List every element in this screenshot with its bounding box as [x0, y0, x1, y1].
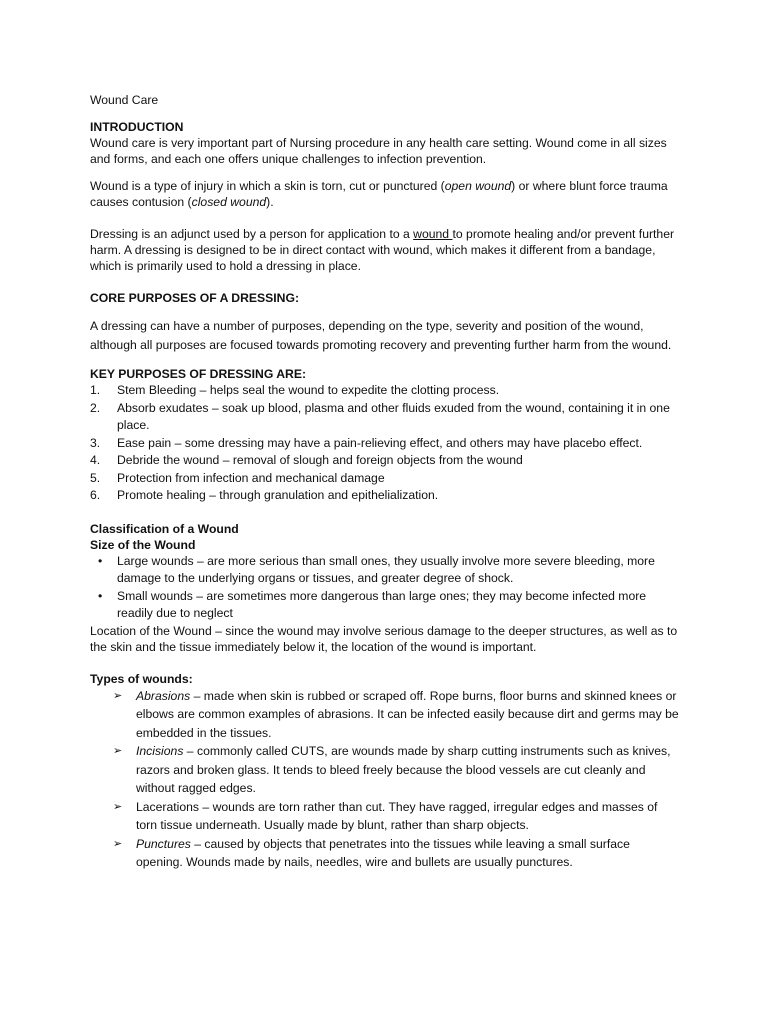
- core-paragraph: A dressing can have a number of purposes, depending on the type, severity and position of the wound, although all purposes are focused towards promoting recovery and preventing further harm from the wound.: [90, 319, 672, 352]
- list-item: [90, 487, 680, 505]
- item-number: 2.: [90, 400, 101, 415]
- list-item: [90, 452, 680, 470]
- list-item: [113, 798, 680, 835]
- list-item: [113, 687, 680, 743]
- item-text: Debride the wound – removal of slough and foreign objects from the wound: [117, 453, 523, 467]
- item-text: Small wounds – are sometimes more dangerous than large ones; they may become infected more readily due to neglect: [117, 588, 647, 620]
- type-description: – commonly called CUTS, are wounds made by sharp cutting instruments such as knives, razors and broken glass. It tends to bleed freely because the blood vessels are cut cleanly and without ragged edges.: [136, 744, 671, 795]
- type-description: – made when skin is rubbed or scraped off. Rope burns, floor burns and skinned knees or elbows are common examples of abrasions. It can be infected easily because dirt and germs may be embedded in the tissues.: [136, 688, 679, 740]
- type-term: Punctures: [136, 836, 191, 851]
- arrow-bullet-icon: ➢: [113, 689, 123, 702]
- document-title: Wound Care: [90, 93, 159, 107]
- types-heading: Types of wounds:: [90, 671, 193, 686]
- p2-text-a: Wound is a type of injury in which a skin is torn, cut or punctured (: [90, 179, 445, 193]
- location-paragraph: Location of the Wound – since the wound may involve serious damage to the deeper structures, as well as to the skin and the tissue immediately below it, the location of the wound is important.: [90, 623, 678, 654]
- size-subheading: Size of the Wound: [90, 537, 196, 552]
- p2-open-wound: open wound: [444, 179, 512, 193]
- p2-text-b: ) or where blunt force trauma causes contusion (: [90, 179, 668, 209]
- list-item: [90, 435, 680, 453]
- p3-text-b: to promote healing and/or prevent further harm. A dressing is designed to be in direct contact with wound, which makes it different from a bandage, which is primarily used to hold a dressing in place.: [90, 227, 675, 273]
- list-item: [90, 382, 680, 400]
- item-number: 6.: [90, 488, 101, 502]
- bullet-icon: •: [98, 588, 103, 603]
- item-text: Protection from infection and mechanical damage: [117, 470, 385, 485]
- arrow-bullet-icon: ➢: [113, 837, 123, 850]
- p2-closed-wound: closed wound: [191, 195, 267, 209]
- list-item: [90, 553, 680, 588]
- type-term: Lacerations: [136, 799, 200, 814]
- item-text: Stem Bleeding – helps seal the wound to expedite the clotting process.: [117, 383, 500, 397]
- size-bullet-list: [90, 553, 680, 623]
- core-heading: CORE PURPOSES OF A DRESSING:: [90, 291, 300, 305]
- intro-paragraph-3: [90, 226, 680, 274]
- item-number: 4.: [90, 453, 101, 467]
- list-item: [90, 470, 680, 488]
- intro-paragraph-2: [90, 178, 680, 210]
- list-item: [90, 588, 680, 623]
- arrow-bullet-icon: ➢: [113, 800, 123, 813]
- intro-heading: INTRODUCTION: [90, 120, 184, 134]
- key-heading: KEY PURPOSES OF DRESSING ARE:: [90, 367, 307, 381]
- item-text: Absorb exudates – soak up blood, plasma and other fluids exuded from the wound, containing it in one place.: [117, 400, 670, 432]
- item-text: Promote healing – through granulation and epithelialization.: [117, 488, 439, 502]
- key-purposes-list: [90, 382, 680, 505]
- types-list: [90, 687, 680, 872]
- document-page: [90, 92, 680, 872]
- type-term: Incisions: [136, 744, 184, 758]
- item-text: Ease pain – some dressing may have a pain-relieving effect, and others may have placebo effect.: [117, 435, 643, 450]
- list-item: [90, 400, 680, 435]
- p3-text-a: Dressing is an adjunct used by a person for application to a: [90, 227, 414, 241]
- p2-text-c: ).: [266, 195, 274, 209]
- bullet-icon: •: [98, 553, 103, 568]
- intro-paragraph-1: Wound care is very important part of Nursing procedure in any health care setting. Wound come in all sizes and forms, and each one offers unique challenges to infection prevention.: [90, 136, 667, 166]
- item-number: 3.: [90, 435, 101, 450]
- type-description: – wounds are torn rather than cut. They have ragged, irregular edges and masses of torn tissue underneath. Usually made by blunt, rather than sharp objects.: [136, 799, 658, 832]
- type-description: – caused by objects that penetrates into the tissues while leaving a small surface opening. Wounds made by nails, needles, wire and bullets are usually punctures.: [136, 836, 630, 869]
- item-number: 1.: [90, 383, 101, 397]
- item-number: 5.: [90, 470, 101, 485]
- arrow-bullet-icon: ➢: [113, 745, 123, 757]
- wound-link[interactable]: wound: [413, 227, 453, 241]
- list-item: [113, 835, 680, 872]
- item-text: Large wounds – are more serious than small ones, they usually involve more severe bleeding, more damage to the underlying organs or tissues, and greater degree of shock.: [117, 553, 655, 585]
- classification-heading: Classification of a Wound: [90, 521, 239, 536]
- type-term: Abrasions: [136, 688, 191, 703]
- list-item: [113, 742, 680, 798]
